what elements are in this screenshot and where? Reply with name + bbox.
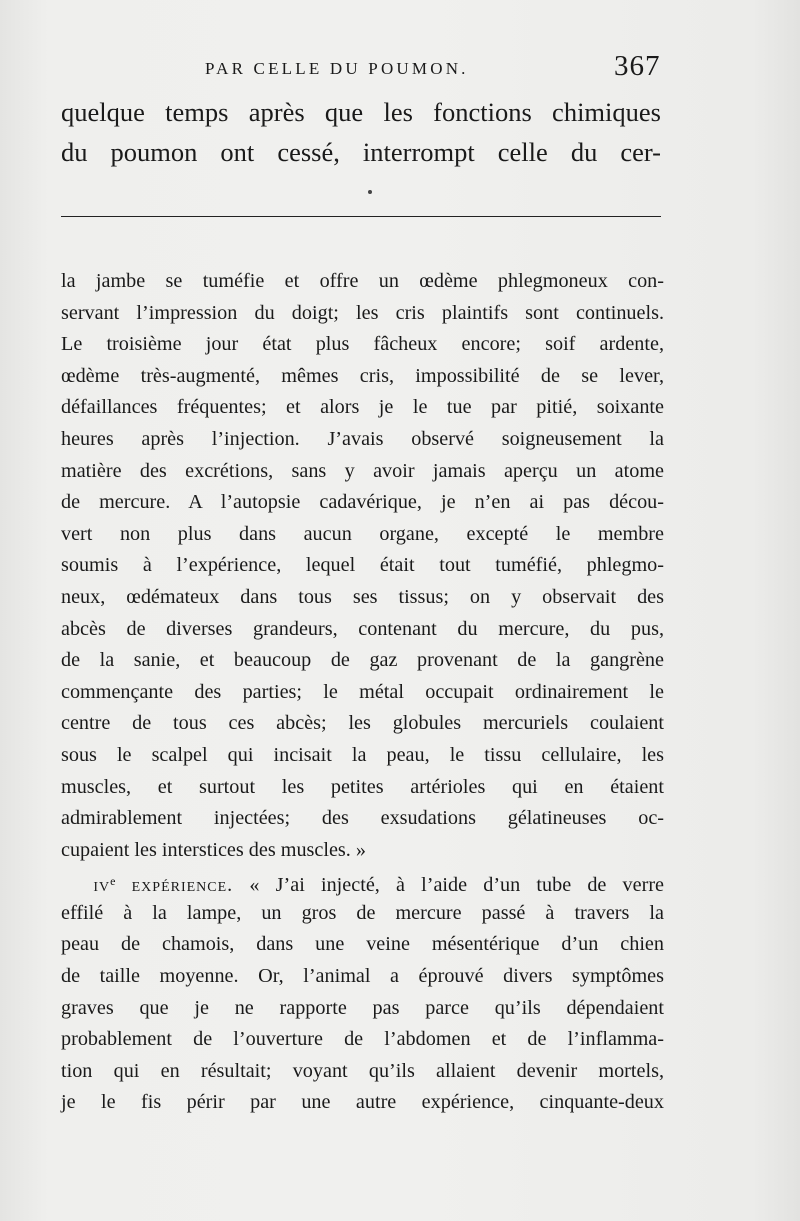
text-line: vert non plus dans aucun organe, excepté le membre <box>61 522 664 545</box>
text-line: œdème très-augmenté, mêmes cris, impossibilité de se lever, <box>61 364 664 387</box>
page-number: 367 <box>614 50 661 82</box>
text-line: probablement de l’ouverture de l’abdomen et de l’inflamma- <box>61 1028 664 1051</box>
text-line: servant l’impression du doigt; les cris plaintifs sont continuels. <box>61 301 664 324</box>
text-line: peau de chamois, dans une veine mésentérique d’un chien <box>61 933 664 956</box>
text-line: défaillances fréquentes; et alors je le tue par pitié, soixante <box>61 396 664 419</box>
text-line: graves que je ne rapporte pas parce qu’ils dépendaient <box>61 996 664 1019</box>
text-line: Le troisième jour état plus fâcheux encore; soif ardente, <box>61 333 664 356</box>
text-line: soumis à l’expérience, lequel était tout tuméfié, phlegmo- <box>61 554 664 577</box>
text-line: effilé à la lampe, un gros de mercure passé à travers la <box>61 901 664 924</box>
text-line: sous le scalpel qui incisait la peau, le tissu cellulaire, les <box>61 743 664 766</box>
text-line: heures après l’injection. J’avais observé soigneusement la <box>61 427 664 450</box>
text-line: je le fis périr par une autre expérience, cinquante-deux <box>61 1091 664 1114</box>
experiment-numeral: iv <box>93 874 111 897</box>
text-line: neux, œdémateux dans tous ses tissus; on y observait des <box>61 585 664 608</box>
text-line: matière des excrétions, sans y avoir jamais aperçu un atome <box>61 459 664 482</box>
experiment-label: expérience. <box>131 874 234 897</box>
text-line: muscles, et surtout les petites artérioles qui en étaient <box>61 775 664 798</box>
top-text-block <box>61 92 661 172</box>
running-head <box>0 50 800 86</box>
text-line: abcès de diverses grandeurs, contenant du mercure, du pus, <box>61 617 664 640</box>
text-line: de taille moyenne. Or, l’animal a éprouvé divers symptômes <box>61 965 664 988</box>
ink-dot <box>368 190 372 194</box>
experiment-first-line: « J’ai injecté, à l’aide d’un tube de verre <box>249 874 665 897</box>
text-line: cupaient les interstices des muscles. » <box>61 838 366 861</box>
body-text <box>61 266 664 1119</box>
text-line: du poumon ont cessé, interrompt celle du cer- <box>61 137 661 167</box>
experiment-numeral-sup: e <box>110 874 116 889</box>
text-line: centre de tous ces abcès; les globules mercuriels coulaient <box>61 712 664 735</box>
text-line: la jambe se tuméfie et offre un œdème phlegmoneux con- <box>61 270 664 292</box>
text-line: de la sanie, et beaucoup de gaz provenant de la gangrène <box>61 649 664 672</box>
text-line: quelque temps après que les fonctions chimiques <box>61 97 661 127</box>
text-line: commençante des parties; le métal occupait ordinairement le <box>61 680 664 703</box>
section-rule <box>61 216 661 217</box>
text-line: tion qui en résultait; voyant qu’ils allaient devenir mortels, <box>61 1059 664 1082</box>
running-title: PAR CELLE DU POUMON. <box>205 59 469 78</box>
text-line: de mercure. A l’autopsie cadavérique, je n’en ai pas décou- <box>61 491 664 514</box>
text-line: admirablement injectées; des exsudations gélatineuses oc- <box>61 807 664 830</box>
experiment-heading-line <box>61 866 664 898</box>
